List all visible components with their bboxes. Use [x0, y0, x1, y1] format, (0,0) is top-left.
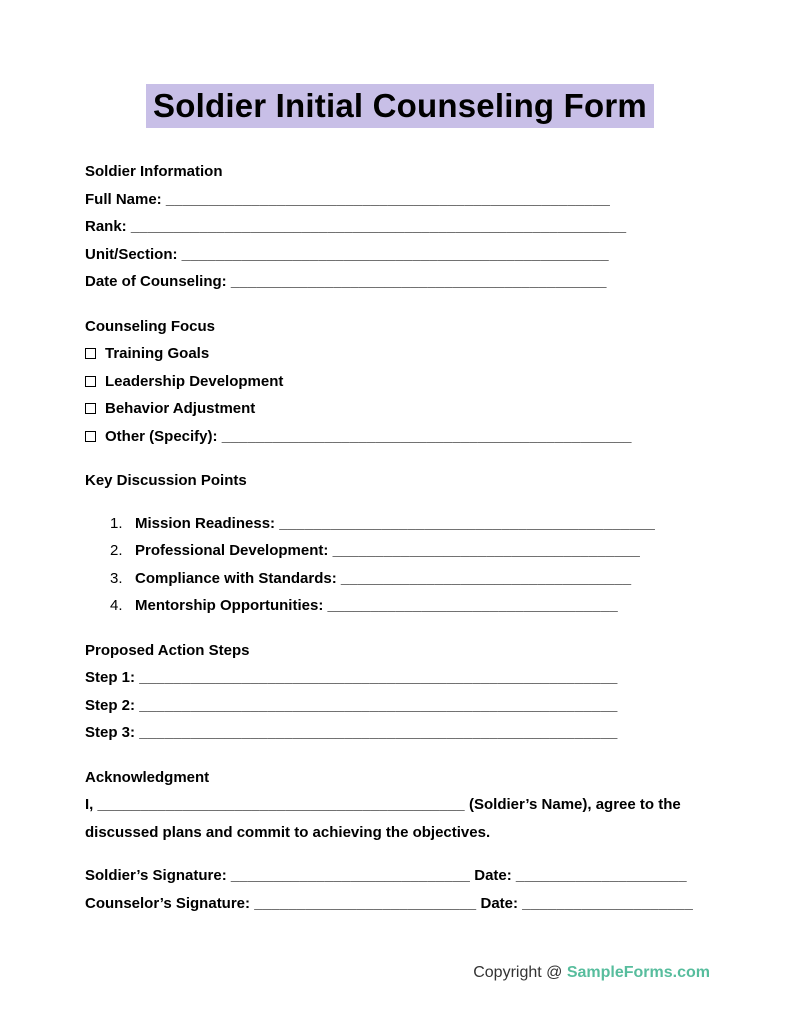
list-number: 2.: [110, 542, 123, 560]
checkbox-icon: [85, 431, 96, 442]
acknowledgment-paragraph: [85, 791, 715, 846]
key-discussion-heading: Key Discussion Points: [85, 472, 247, 490]
field-label: Step 1:: [85, 669, 136, 687]
option-label: Training Goals: [105, 345, 210, 363]
option-behavior-adjustment: [85, 395, 715, 423]
key-discussion-list: [85, 510, 715, 620]
section-signatures: [85, 862, 715, 917]
sampleforms-link[interactable]: SampleForms.com: [566, 964, 710, 981]
option-label: Behavior Adjustment: [105, 400, 256, 418]
option-leadership-development: [85, 368, 715, 396]
soldier-signature-row: [85, 862, 715, 890]
form-body: [0, 158, 800, 917]
field-step-2: [85, 692, 715, 720]
item-label: Professional Development:: [135, 542, 329, 560]
item-label: Compliance with Standards:: [135, 569, 337, 587]
list-number: 1.: [110, 514, 123, 532]
field-step-3: [85, 719, 715, 747]
blank-line: ________________________________________________________: [139, 696, 618, 714]
blank-line: ____________________________________________________: [165, 190, 611, 208]
field-label: Full Name:: [85, 190, 162, 208]
item-label: Mission Readiness:: [135, 514, 276, 532]
blank-line: ________________________________________________________: [139, 724, 618, 742]
blank-line: __________________________________: [327, 597, 618, 615]
copyright-text: Copyright @: [473, 964, 563, 981]
field-label: Unit/Section:: [85, 245, 178, 263]
blank-line: __________________________________: [340, 569, 632, 587]
option-training-goals: [85, 340, 715, 368]
checkbox-icon: [85, 403, 96, 414]
field-label: Step 2:: [85, 696, 136, 714]
section-soldier-information: [85, 158, 715, 296]
list-number: 3.: [110, 569, 123, 587]
list-item-professional-development: [85, 537, 715, 565]
blank-line: ____________________________________________: [230, 273, 607, 291]
date-blank-line: ____________________: [522, 894, 694, 912]
soldier-info-heading: Soldier Information: [85, 163, 223, 181]
counselor-signature-row: [85, 890, 715, 918]
list-number: 4.: [110, 597, 123, 615]
date-label: Date:: [474, 867, 512, 885]
signature-blank-line: ____________________________: [230, 867, 471, 885]
counseling-focus-heading: Counseling Focus: [85, 317, 216, 335]
section-counseling-focus: [85, 313, 715, 451]
blank-line: __________________________________________________________: [130, 218, 627, 236]
title-container: [0, 0, 800, 128]
section-key-discussion-points: [85, 467, 715, 620]
option-label: Leadership Development: [105, 372, 284, 390]
checkbox-icon: [85, 348, 96, 359]
signature-blank-line: __________________________: [254, 894, 477, 912]
footer: [0, 961, 710, 985]
blank-line: ___________________________________________: [97, 796, 465, 814]
signature-label: Soldier’s Signature:: [85, 867, 227, 885]
field-label: Step 3:: [85, 724, 136, 742]
page-title: Soldier Initial Counseling Form: [146, 84, 654, 128]
action-steps-heading: Proposed Action Steps: [85, 641, 250, 659]
ack-suffix: (Soldier’s Name), agree to the discussed plans and commit to achieving the objectives.: [85, 796, 681, 841]
date-blank-line: ____________________: [515, 867, 687, 885]
checkbox-icon: [85, 376, 96, 387]
date-label: Date:: [480, 894, 518, 912]
blank-line: ________________________________________________: [221, 427, 632, 445]
blank-line: ____________________________________: [332, 542, 641, 560]
option-label: Other (Specify):: [105, 427, 218, 445]
field-full-name: [85, 186, 715, 214]
ack-prefix: I,: [85, 796, 94, 814]
blank-line: __________________________________________________: [181, 245, 609, 263]
section-acknowledgment: [85, 764, 715, 847]
option-other-specify: [85, 423, 715, 451]
list-item-mentorship-opportunities: [85, 592, 715, 620]
field-label: Date of Counseling:: [85, 273, 227, 291]
field-unit-section: [85, 241, 715, 269]
field-rank: [85, 213, 715, 241]
list-item-mission-readiness: [85, 510, 715, 538]
acknowledgment-heading: Acknowledgment: [85, 768, 210, 786]
blank-line: ________________________________________________________: [139, 669, 618, 687]
field-date-of-counseling: [85, 268, 715, 296]
signature-label: Counselor’s Signature:: [85, 894, 251, 912]
item-label: Mentorship Opportunities:: [135, 597, 324, 615]
section-proposed-action-steps: [85, 637, 715, 747]
list-item-compliance-with-standards: [85, 565, 715, 593]
field-label: Rank:: [85, 218, 127, 236]
field-step-1: [85, 664, 715, 692]
blank-line: ____________________________________________: [279, 514, 656, 532]
